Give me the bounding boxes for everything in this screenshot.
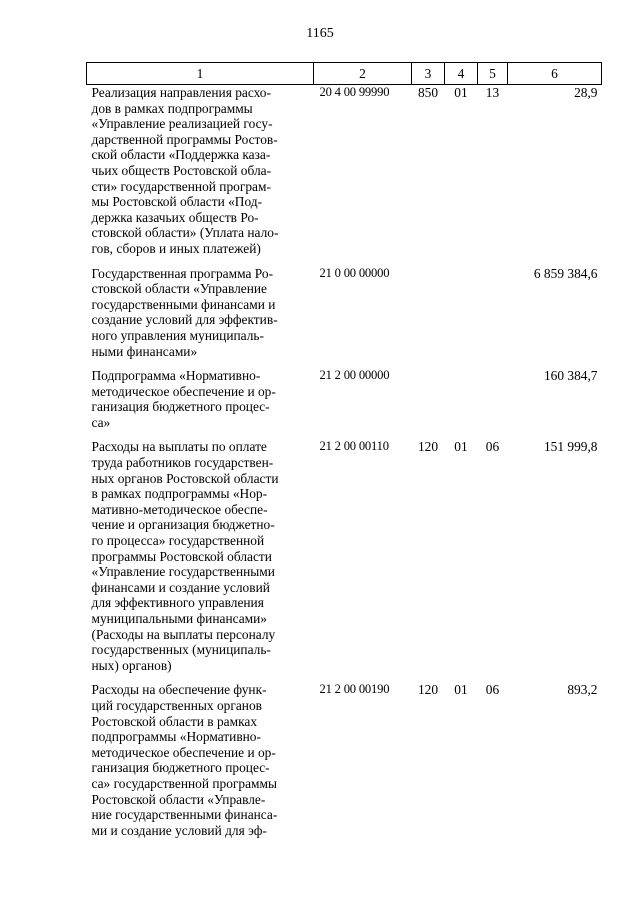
row-code: 21 2 00 00000 (319, 368, 390, 383)
row-amount: 6 859 384,6 (533, 265, 598, 281)
row-description: Подпрограмма «Нормативно- методическое обеспечение и ор- ганизация бюджетного процес- са» (91, 368, 276, 430)
row-col3 (412, 266, 445, 369)
table-row (87, 682, 602, 847)
row-col5: 06 (485, 439, 500, 455)
table-row (87, 439, 602, 682)
row-col3: 850 (417, 85, 439, 100)
row-amount: 893,2 (567, 682, 598, 698)
table-row (87, 266, 602, 369)
row-description: Государственная программа Ро- стовской области «Управление государственными финансами и создание условий для эффектив- ного управления муниципаль- ными финансами» (91, 265, 278, 359)
row-col5 (478, 368, 508, 439)
row-amount: 28,9 (574, 85, 598, 100)
row-description: Расходы на обеспечение функ- ций государственных органов Ростовской области в рамках подпрограммы «Нормативно- методическое обеспечение и ор- ганизация бюджетного процес- са» государственной программы Ростовской области «Управле- ние государственными финанса- ми и создание условий для эф- (91, 682, 278, 838)
row-col3: 120 (417, 682, 439, 698)
table-row (87, 85, 602, 266)
row-amount: 160 384,7 (543, 368, 598, 384)
column-header-3: 3 (412, 63, 445, 85)
row-code: 21 2 00 00110 (319, 439, 389, 454)
column-header-1: 1 (87, 63, 314, 85)
row-col3 (412, 368, 445, 439)
column-header-4: 4 (445, 63, 478, 85)
column-header-6: 6 (508, 63, 602, 85)
row-col4 (445, 266, 478, 369)
row-col5 (478, 266, 508, 369)
row-code: 20 4 00 99990 (319, 85, 390, 99)
column-header-5: 5 (478, 63, 508, 85)
row-col5: 06 (485, 682, 500, 698)
row-amount: 151 999,8 (543, 439, 598, 455)
row-col4 (445, 368, 478, 439)
table-row (87, 368, 602, 439)
row-col3: 120 (417, 439, 439, 455)
row-code: 21 2 00 00190 (319, 682, 390, 697)
page-number: 1165 (306, 26, 334, 41)
row-col4: 01 (454, 439, 468, 455)
column-header-2: 2 (314, 63, 412, 85)
row-description: Реализация направления расхо- дов в рамках подпрограммы «Управление реализацией госу- дарственной программы Ростов- ской области «Поддержка каза- чьих обществ Ростовской обла- сти» государственной програм- мы Ростовской области «Под- держка казачьих обществ Ро- стовской области» (Уплата нало- гов, сборов и иных платежей) (91, 85, 279, 256)
table-header-row (87, 63, 602, 85)
row-col4: 01 (454, 682, 468, 698)
row-description: Расходы на выплаты по оплате труда работников государствен- ных органов Ростовской области в рамках подпрограммы «Нор- мативно-методическое обеспе- чение и организация бюджетно- го процесса» государственной программы Ростовской области «Управление государственными финансами и создание условий для эффективного управления муниципальными финансами» (Расходы на выплаты персоналу государственных (муниципаль- ных) органов) (91, 439, 279, 673)
row-col5: 13 (485, 85, 500, 100)
row-col4: 01 (454, 85, 468, 100)
row-code: 21 0 00 00000 (319, 265, 390, 280)
budget-table (86, 62, 602, 847)
